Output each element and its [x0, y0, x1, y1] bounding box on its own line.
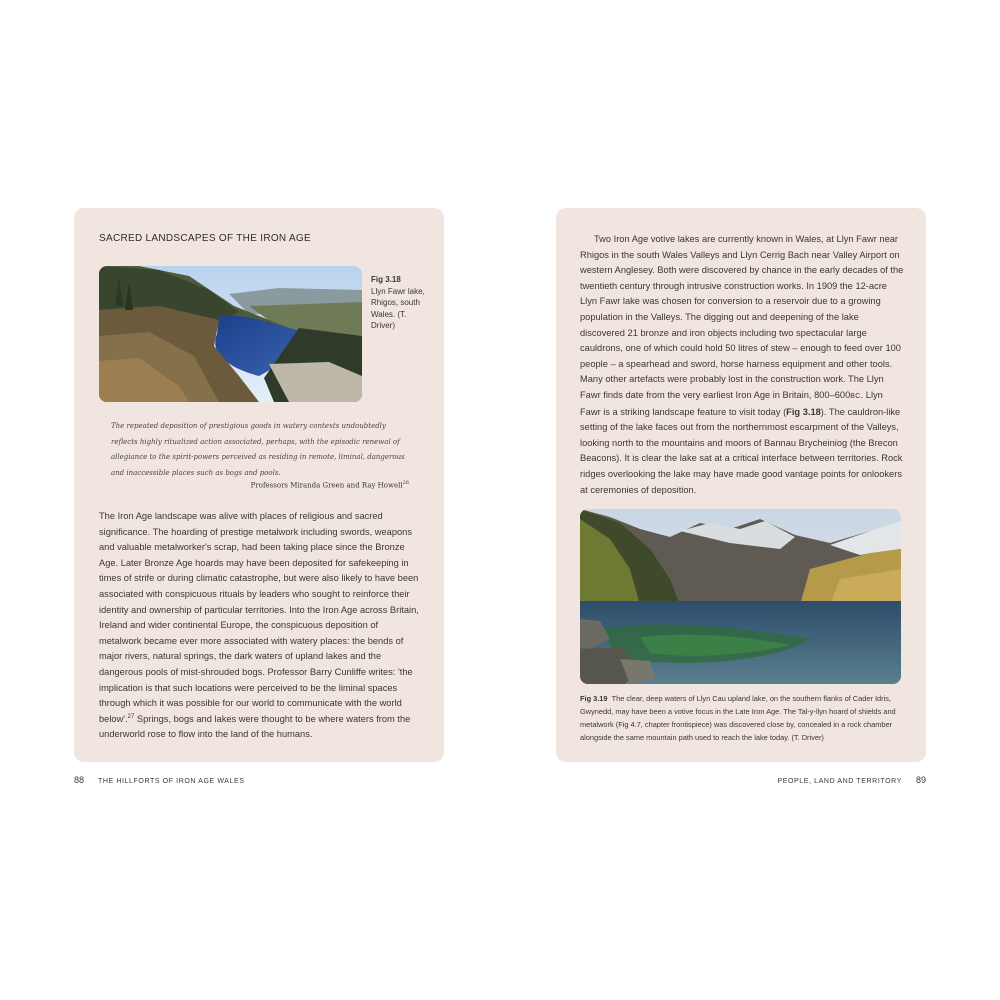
- quote-attribution: [99, 480, 409, 489]
- figure-caption-text: Llyn Fawr lake, Rhigos, south Wales. (T. Driver): [371, 286, 425, 330]
- figure-label: Fig 3.18: [371, 275, 401, 284]
- figure-caption: [371, 274, 431, 332]
- body-text-part: Two Iron Age votive lakes are currently known in Wales, at Llyn Fawr near Rhigos in the south Wales Valleys and Llyn Cerrig Bach near Valley Airport on western Anglesey. Both were discovered by chance in the early decades of the twentieth century through intrusive construction works. In 1909 the 12-acre Llyn Fawr lake was chosen for conversion to a reservoir due to a growing population in the Valleys. The digging out and deepening of the lake discovered 21 bronze and iron objects including two spectacular large cauldrons, one of which could hold 50 litres of stew – enough to feed over 100 people – a spearhead and sword, horse harness equipment and other tools. Many other artefacts were probably lost in the construction work. The Llyn Fawr finds date from the very earliest Iron Age in Britain, 800–600: [580, 234, 904, 400]
- footnote-ref: 27: [127, 713, 135, 720]
- section-title: SACRED LANDSCAPES OF THE IRON AGE: [99, 233, 311, 244]
- figure-caption-text: The clear, deep waters of Llyn Cau upland lake, on the southern flanks of Cader Idris, Gwynedd, may have been a votive focus in the Late Iron Age. The Tal-y-llyn hoard of shields and metalwork (Fig 4.7, chapter frontispiece) was discovered close by, concealed in a rock chamber alongside the same mountain path used to reach the lake today. (T. Driver): [580, 694, 896, 742]
- left-page: [74, 208, 444, 762]
- right-page-footer: [777, 775, 926, 785]
- figure-reference: Fig 3.18: [786, 406, 821, 417]
- llyn-cau-photo: [580, 509, 901, 684]
- body-paragraph: [99, 509, 419, 743]
- right-page: [556, 208, 926, 762]
- body-text-part: ). The cauldron-like setting of the lake faces out from the northernmost escarpment of the Valleys, looking north to the mountains and moors of Bannau Brycheiniog (the Brecon Beacons). It is clear the lake sat at a critical interface between territories. Rock ridges overlooking the lake may have made good vantage points for onlookers at ceremonies of deposition.: [580, 406, 903, 495]
- llyn-cau-lake-image: [580, 509, 901, 684]
- footnote-ref: 26: [402, 480, 409, 486]
- body-text-part: The Iron Age landscape was alive with places of religious and sacred significance. The hoarding of prestige metalwork including swords, weapons and valuable metalworker's scrap, had been taking place since the Bronze Age. Later Bronze Age hoards may have been deposited for safekeeping in times of strife or during climatic catastrophe, but were also likely to have been associated with conspicuous rituals by leaders who sought to reinforce their identity and ownership of particular territories. Into the Iron Age across Britain, Ireland and wider continental Europe, the conspicuous deposition of metalwork became ever more associated with watery places: the bends of major rivers, natural springs, the dark waters of upland lakes and the dangerous pools of mist-shrouded bogs. Professor Barry Cunliffe writes: 'the implication is that such locations were perceived to be the liminal spaces through which it was possible for our world to communicate with the world below'.: [99, 511, 419, 724]
- page-number: 89: [915, 775, 926, 785]
- figure-caption: [580, 692, 904, 744]
- left-page-footer: [74, 775, 245, 785]
- body-paragraph: [580, 232, 904, 498]
- body-text-part: Springs, bogs and lakes were thought to be where waters from the underworld rose to flow into the land of the humans.: [99, 713, 411, 740]
- page-number: 88: [74, 775, 85, 785]
- llyn-fawr-photo: [99, 266, 362, 402]
- figure-label: Fig 3.19: [580, 694, 608, 703]
- body-text-part: . Llyn Fawr is a striking landscape feature to visit today (: [580, 389, 883, 417]
- attribution-name: Professors Miranda Green and Ray Howell: [250, 481, 403, 490]
- llyn-fawr-landscape-image: [99, 266, 362, 402]
- epigraph-quote: The repeated deposition of prestigious goods in watery contexts undoubtedly reflects highly ritualized action associated, perhaps, with the episodic renewal of allegiance to the spirit-powers perceived as residing in remote, liminal, dangerous and inaccessible places such as bogs and pools.: [111, 422, 405, 477]
- running-title: THE HILLFORTS OF IRON AGE WALES: [98, 778, 245, 785]
- era-abbreviation: BC: [850, 392, 861, 400]
- running-title: PEOPLE, LAND AND TERRITORY: [777, 778, 902, 785]
